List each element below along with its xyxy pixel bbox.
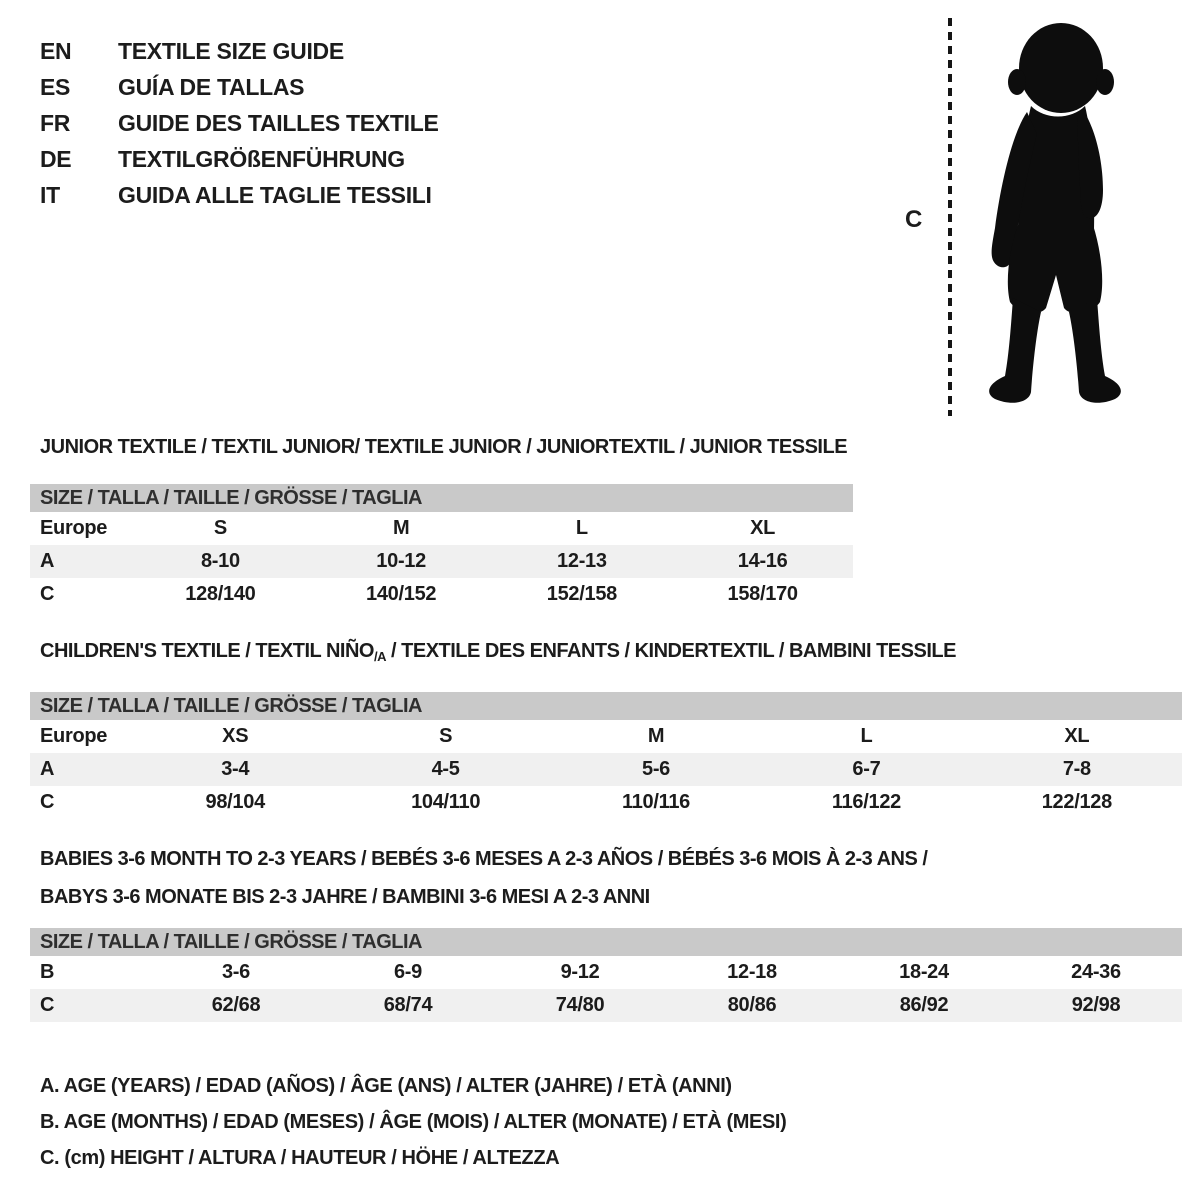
lang-code: DE (40, 146, 72, 172)
size-cell: L (575, 517, 588, 539)
size-cell: 80/86 (727, 994, 777, 1016)
legend-note-c: C. (cm) HEIGHT / ALTURA / HAUTEUR / HÖHE / ALTEZZA (40, 1147, 560, 1169)
size-cell: 116/122 (831, 791, 901, 813)
babies-table-header-bar: SIZE / TALLA / TAILLE / GRÖSSE / TAGLIA (30, 928, 1182, 956)
size-cell: XL (1064, 725, 1090, 747)
junior-section-title (40, 436, 847, 459)
size-cell: 18-24 (899, 961, 949, 983)
size-cell: 6-7 (852, 758, 881, 780)
junior-row-height (30, 578, 853, 611)
babies-section-title-line2 (40, 886, 650, 909)
size-cell: L (860, 725, 873, 747)
children-row-height (30, 786, 1182, 819)
legend-note-b: B. AGE (MONTHS) / EDAD (MESES) / ÂGE (MOIS) / ALTER (MONATE) / ETÀ (MESI) (40, 1111, 787, 1133)
size-cell: 10-12 (376, 550, 426, 572)
height-measure-label: C (905, 206, 923, 233)
legend-notes (40, 1068, 786, 1176)
row-label: A (40, 758, 55, 780)
children-title-sub: /A (373, 649, 386, 664)
size-cell: 14-16 (737, 550, 788, 572)
size-cell: 12-13 (557, 550, 607, 572)
size-cell: 110/116 (622, 791, 691, 813)
row-label: A (40, 550, 55, 572)
size-cell: 5-6 (642, 758, 671, 780)
row-label: C (40, 583, 55, 605)
size-cell: 158/170 (727, 583, 798, 605)
lang-code: ES (40, 74, 71, 100)
size-cell: 4-5 (431, 758, 460, 780)
children-row-age (30, 753, 1182, 786)
size-cell: 152/158 (546, 583, 617, 605)
size-cell: M (392, 517, 410, 539)
children-section-title (40, 640, 956, 664)
size-cell: S (439, 725, 453, 747)
size-cell: 122/128 (1041, 791, 1112, 813)
lang-title: GUIDE DES TAILLES TEXTILE (118, 110, 439, 136)
junior-title-text: JUNIOR TEXTILE / TEXTIL JUNIOR/ TEXTILE JUNIOR / JUNIORTEXTIL / JUNIOR TESSILE (40, 436, 848, 458)
babies-size-table (30, 928, 1182, 1022)
row-label: B (40, 961, 55, 983)
toddler-silhouette-icon (973, 20, 1135, 420)
size-cell: XS (222, 725, 249, 747)
junior-size-table (30, 484, 853, 611)
lang-code: EN (40, 38, 72, 64)
height-measure-figure (0, 0, 1200, 430)
babies-title-line1: BABIES 3-6 MONTH TO 2-3 YEARS / BEBÉS 3-6 MESES A 2-3 AÑOS / BÉBÉS 3-6 MOIS À 2-3 ANS / (40, 848, 928, 870)
children-table-header-bar: SIZE / TALLA / TAILLE / GRÖSSE / TAGLIA (30, 692, 1182, 720)
children-size-table (30, 692, 1182, 819)
row-label: Europe (40, 725, 108, 747)
babies-section-title-line1 (40, 848, 927, 871)
size-cell: 92/98 (1071, 994, 1121, 1016)
size-cell: 3-4 (221, 758, 250, 780)
junior-table-header-bar: SIZE / TALLA / TAILLE / GRÖSSE / TAGLIA (30, 484, 853, 512)
size-cell: 9-12 (560, 961, 600, 983)
size-cell: S (213, 517, 227, 539)
lang-title: TEXTILE SIZE GUIDE (118, 38, 344, 64)
size-cell: 8-10 (200, 550, 240, 572)
size-cell: 98/104 (205, 791, 265, 813)
children-title-rest: / TEXTILE DES ENFANTS / KINDERTEXTIL / BAMBINI TESSILE (385, 640, 956, 662)
children-row-europe (30, 720, 1182, 753)
size-cell: 62/68 (211, 994, 261, 1016)
size-cell: 6-9 (393, 961, 422, 983)
size-cell: 128/140 (185, 583, 256, 605)
size-cell: 3-6 (221, 961, 250, 983)
junior-row-age (30, 545, 853, 578)
size-cell: 140/152 (366, 583, 437, 605)
row-label: C (40, 791, 55, 813)
babies-row-height (30, 989, 1182, 1022)
lang-title: GUÍA DE TALLAS (118, 74, 305, 100)
size-cell: 24-36 (1071, 961, 1121, 983)
size-cell: 74/80 (555, 994, 605, 1016)
lang-title: TEXTILGRÖßENFÜHRUNG (118, 146, 405, 172)
legend-note-a: A. AGE (YEARS) / EDAD (AÑOS) / ÂGE (ANS) / ALTER (JAHRE) / ETÀ (ANNI) (40, 1075, 732, 1097)
lang-title: GUIDA ALLE TAGLIE TESSILI (118, 182, 432, 208)
size-cell: 68/74 (383, 994, 433, 1016)
size-cell: 86/92 (899, 994, 949, 1016)
size-cell: XL (750, 517, 776, 539)
height-dashed-line (948, 18, 952, 416)
row-label: C (40, 994, 55, 1016)
babies-row-months (30, 956, 1182, 989)
size-cell: 7-8 (1062, 758, 1091, 780)
junior-row-europe (30, 512, 853, 545)
babies-title-line2: BABYS 3-6 MONATE BIS 2-3 JAHRE / BAMBINI 3-6 MESI A 2-3 ANNI (40, 886, 650, 908)
size-cell: 104/110 (411, 791, 481, 813)
lang-code: IT (40, 182, 60, 208)
row-label: Europe (40, 517, 108, 539)
size-cell: 12-18 (727, 961, 777, 983)
lang-code: FR (40, 110, 71, 136)
size-cell: M (647, 725, 665, 747)
children-title-main: CHILDREN'S TEXTILE / TEXTIL NIÑO (40, 640, 374, 662)
